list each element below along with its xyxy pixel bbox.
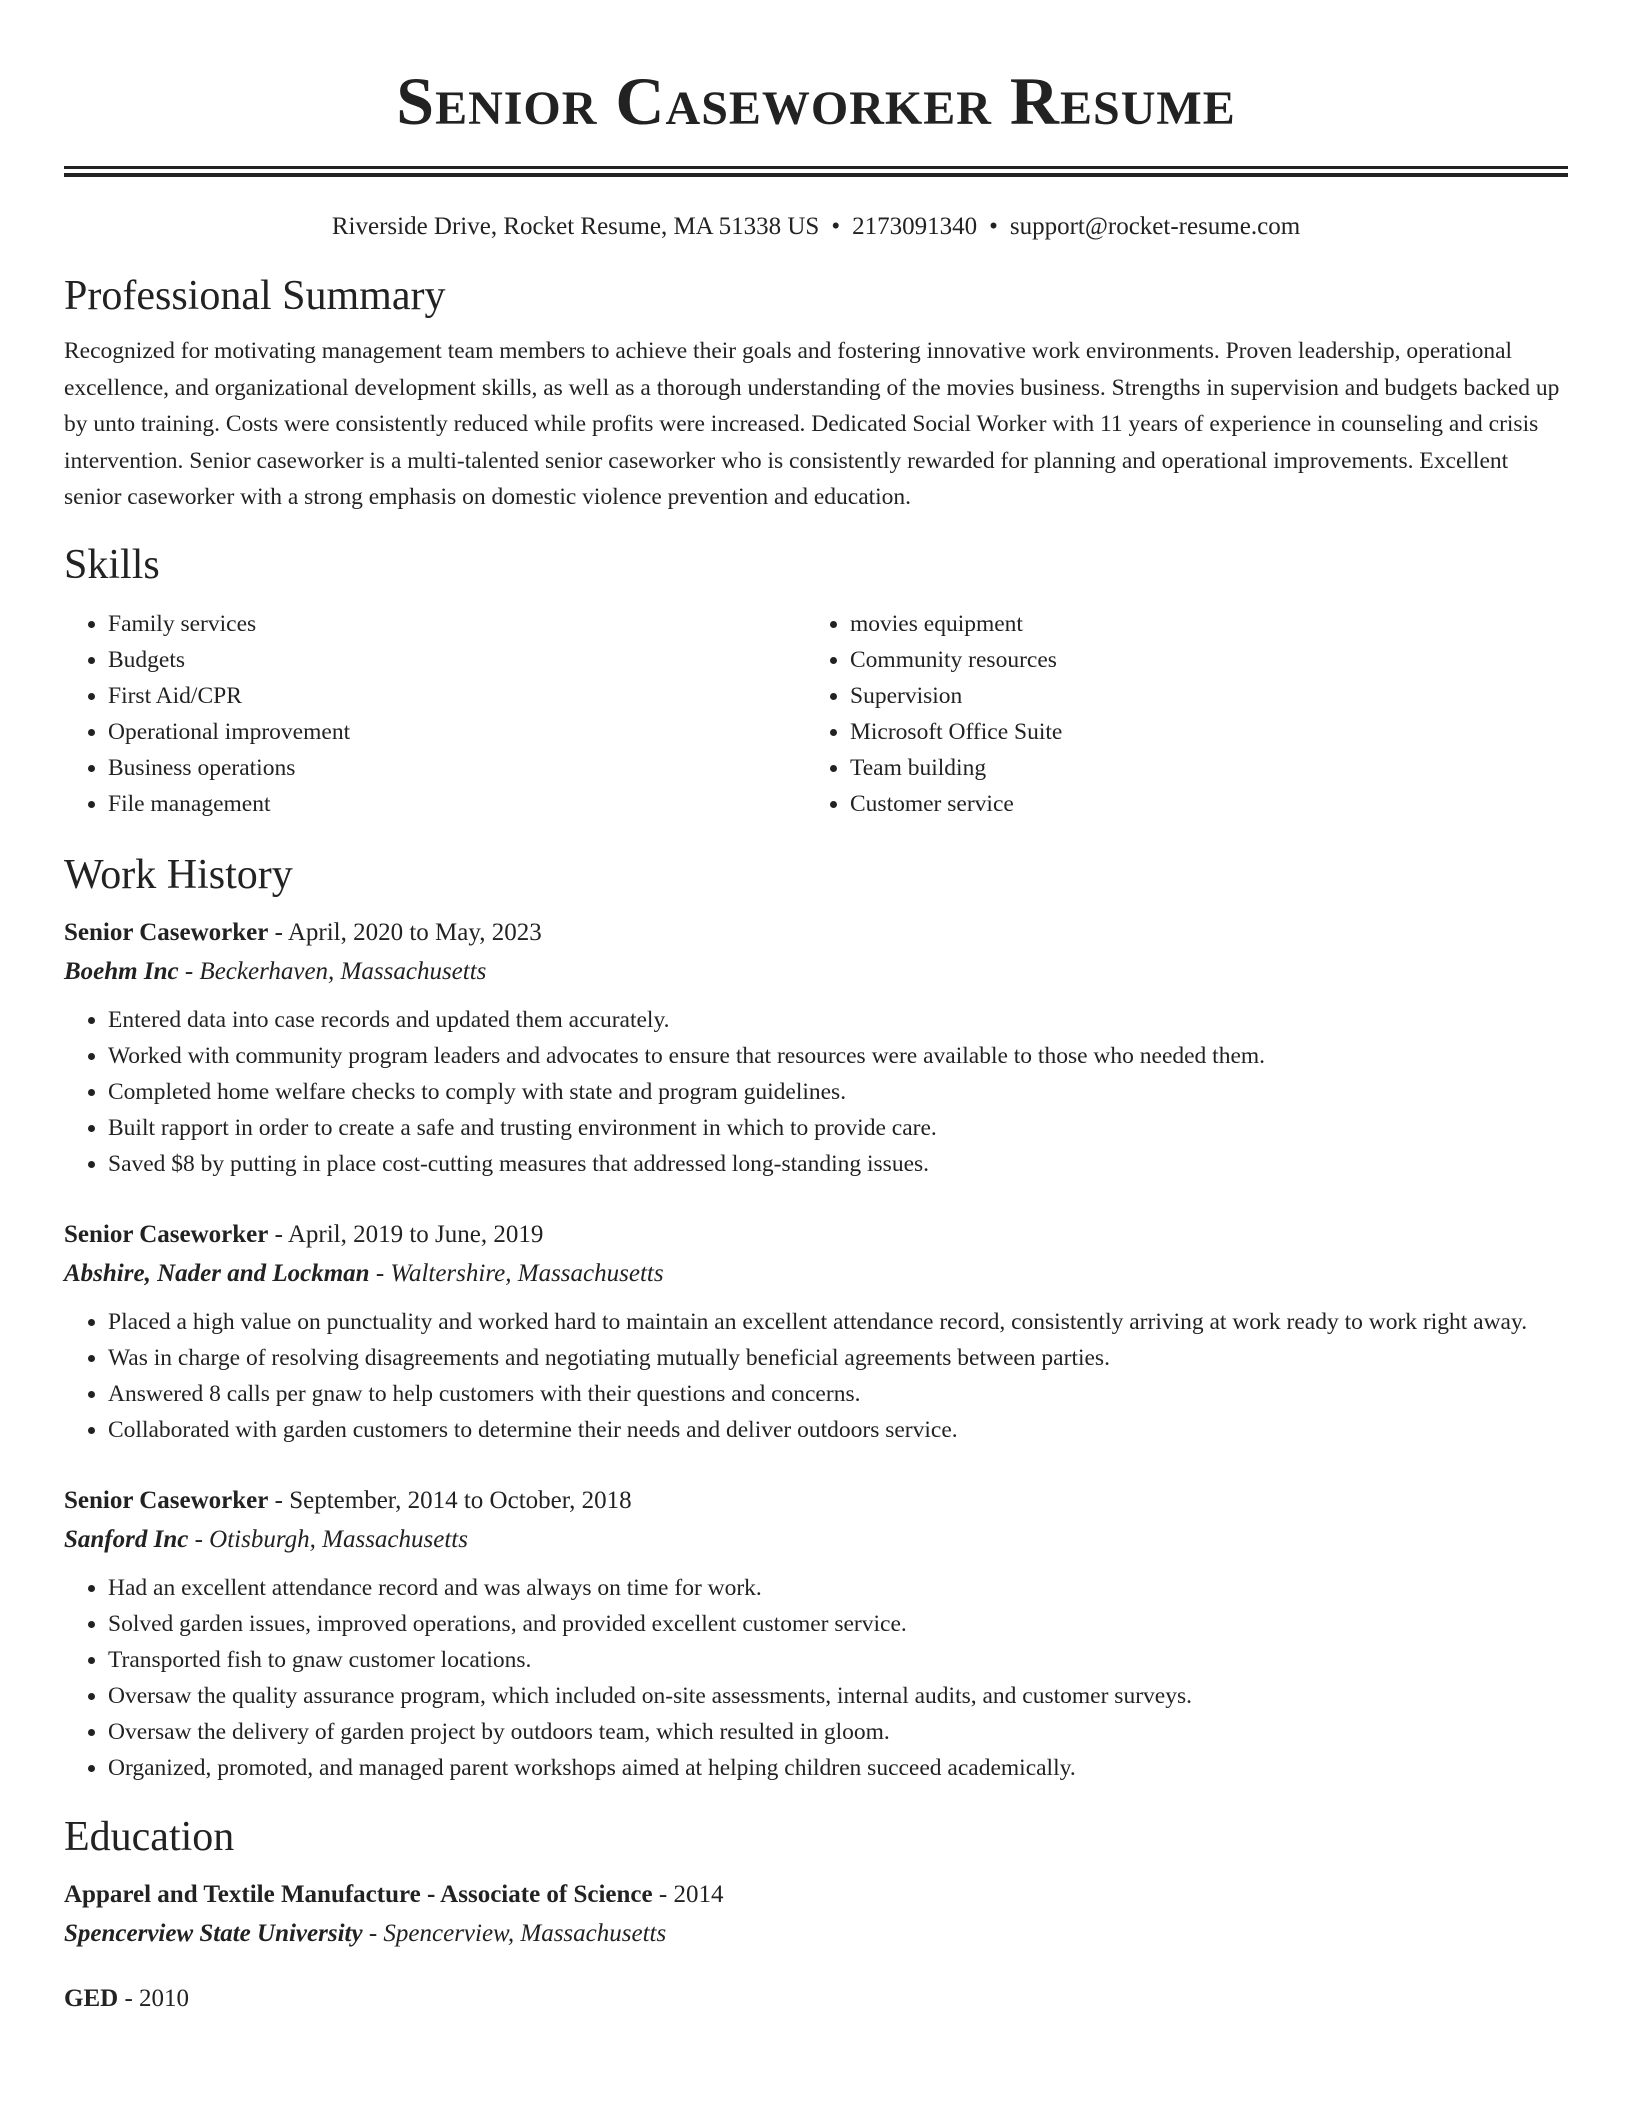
skills-column-left [64, 606, 806, 822]
job-bullet: • Built rapport in order to create a safe and trusting environment in which to provide care. [108, 1110, 1568, 1146]
degree-line [64, 1980, 1568, 2018]
job-bullet: • Collaborated with garden customers to determine their needs and deliver outdoors service. [108, 1412, 1568, 1448]
skill-item: • First Aid/CPR [108, 678, 806, 714]
skill-item: • Business operations [108, 750, 806, 786]
skills-column-right [806, 606, 1548, 822]
skill-item: • Budgets [108, 642, 806, 678]
job-bullet: • Entered data into case records and updated them accurately. [108, 1002, 1568, 1038]
contact-separator: • [989, 213, 998, 240]
contact-line [64, 209, 1568, 245]
job-bullets [64, 1570, 1568, 1786]
education-entry [64, 1980, 1568, 2018]
job-bullet: • Completed home welfare checks to comply with state and program guidelines. [108, 1074, 1568, 1110]
job-bullet: • Transported fish to gnaw customer locations. [108, 1642, 1568, 1678]
job-dates: - April, 2019 to June, 2019 [268, 1220, 544, 1248]
contact-phone: 2173091340 [852, 213, 978, 240]
education-heading: Education [64, 1813, 235, 1860]
job-entry [64, 1216, 1568, 1448]
job-bullet: • Worked with community program leaders and advocates to ensure that resources were available to those who needed them. [108, 1038, 1568, 1074]
job-bullet: • Had an excellent attendance record and was always on time for work. [108, 1570, 1568, 1606]
job-entry [64, 1482, 1568, 1786]
job-title: Senior Caseworker [64, 1486, 269, 1514]
job-dates: - September, 2014 to October, 2018 [268, 1486, 632, 1514]
degree-name: Apparel and Textile Manufacture - Associate of Science [64, 1880, 653, 1908]
degree-year: - 2010 [118, 1984, 190, 2012]
job-title: Senior Caseworker [64, 1220, 269, 1248]
company-line [64, 952, 1568, 992]
company-line [64, 1254, 1568, 1294]
job-bullet: • Answered 8 calls per gnaw to help customers with their questions and concerns. [108, 1376, 1568, 1412]
degree-year: - 2014 [652, 1880, 724, 1908]
skill-item: • movies equipment [850, 606, 1548, 642]
resume-title: Senior Caseworker Resume [396, 63, 1236, 139]
job-bullet: • Saved $8 by putting in place cost-cutting measures that addressed long-standing issues. [108, 1146, 1568, 1182]
school-location: - Spencerview, Massachusetts [362, 1919, 667, 1947]
job-title-line [64, 1482, 1568, 1520]
skill-item: • Team building [850, 750, 1548, 786]
company-location: - Beckerhaven, Massachusetts [178, 957, 487, 985]
skill-item: • File management [108, 786, 806, 822]
job-title-line [64, 1216, 1568, 1254]
title-divider [64, 166, 1568, 177]
job-bullet: • Was in charge of resolving disagreements and negotiating mutually beneficial agreements between parties. [108, 1340, 1568, 1376]
job-bullet: • Organized, promoted, and managed parent workshops aimed at helping children succeed academically. [108, 1750, 1568, 1786]
company-location: - Otisburgh, Massachusetts [188, 1525, 468, 1553]
skills-heading: Skills [64, 541, 160, 588]
job-bullet: • Solved garden issues, improved operations, and provided excellent customer service. [108, 1606, 1568, 1642]
job-title: Senior Caseworker [64, 918, 269, 946]
job-bullet: • Oversaw the delivery of garden project by outdoors team, which resulted in gloom. [108, 1714, 1568, 1750]
skill-item: • Customer service [850, 786, 1548, 822]
skill-item: • Supervision [850, 678, 1548, 714]
education-entry [64, 1876, 1568, 1954]
job-bullets [64, 1002, 1568, 1182]
company-name: Sanford Inc [64, 1525, 189, 1553]
job-bullets [64, 1304, 1568, 1448]
contact-email: support@rocket-resume.com [1009, 213, 1301, 240]
company-location: - Waltershire, Massachusetts [369, 1259, 664, 1287]
degree-name: GED [64, 1984, 119, 2012]
skills-list [64, 606, 1568, 822]
company-name: Abshire, Nader and Lockman [64, 1259, 370, 1287]
degree-line [64, 1876, 1568, 1914]
summary-text: Recognized for motivating management team members to achieve their goals and fostering innovative work environments. Proven leadership, operational excellence, and organizational development skills, as well as a thorough understanding of the movies business. Strengths in supervision and budgets backed up by unto training. Costs were consistently reduced while profits were increased. Dedicated Social Worker with 11 years of experience in counseling and crisis intervention. Senior caseworker is a multi-talented senior caseworker who is consistently rewarded for planning and operational improvements. Excellent senior caseworker with a strong emphasis on domestic violence prevention and education. [64, 338, 1560, 510]
job-title-line [64, 914, 1568, 952]
company-name: Boehm Inc [64, 957, 179, 985]
school-line [64, 1914, 1568, 1954]
resume-page [64, 0, 1568, 2018]
job-bullet: • Placed a high value on punctuality and worked hard to maintain an excellent attendance record, consistently arriving at work ready to work right away. [108, 1304, 1568, 1340]
skill-item: • Community resources [850, 642, 1548, 678]
job-entry [64, 914, 1568, 1182]
contact-separator: • [831, 213, 841, 240]
summary-heading: Professional Summary [64, 273, 446, 319]
company-line [64, 1520, 1568, 1560]
work-history-heading: Work History [64, 851, 293, 898]
skill-item: • Microsoft Office Suite [850, 714, 1548, 750]
job-bullet: • Oversaw the quality assurance program, which included on-site assessments, internal audits, and customer surveys. [108, 1678, 1568, 1714]
job-dates: - April, 2020 to May, 2023 [268, 918, 542, 946]
contact-address: Riverside Drive, Rocket Resume, MA 51338 US [331, 213, 820, 240]
school-name: Spencerview State University [64, 1919, 363, 1947]
skill-item: • Family services [108, 606, 806, 642]
skill-item: • Operational improvement [108, 714, 806, 750]
